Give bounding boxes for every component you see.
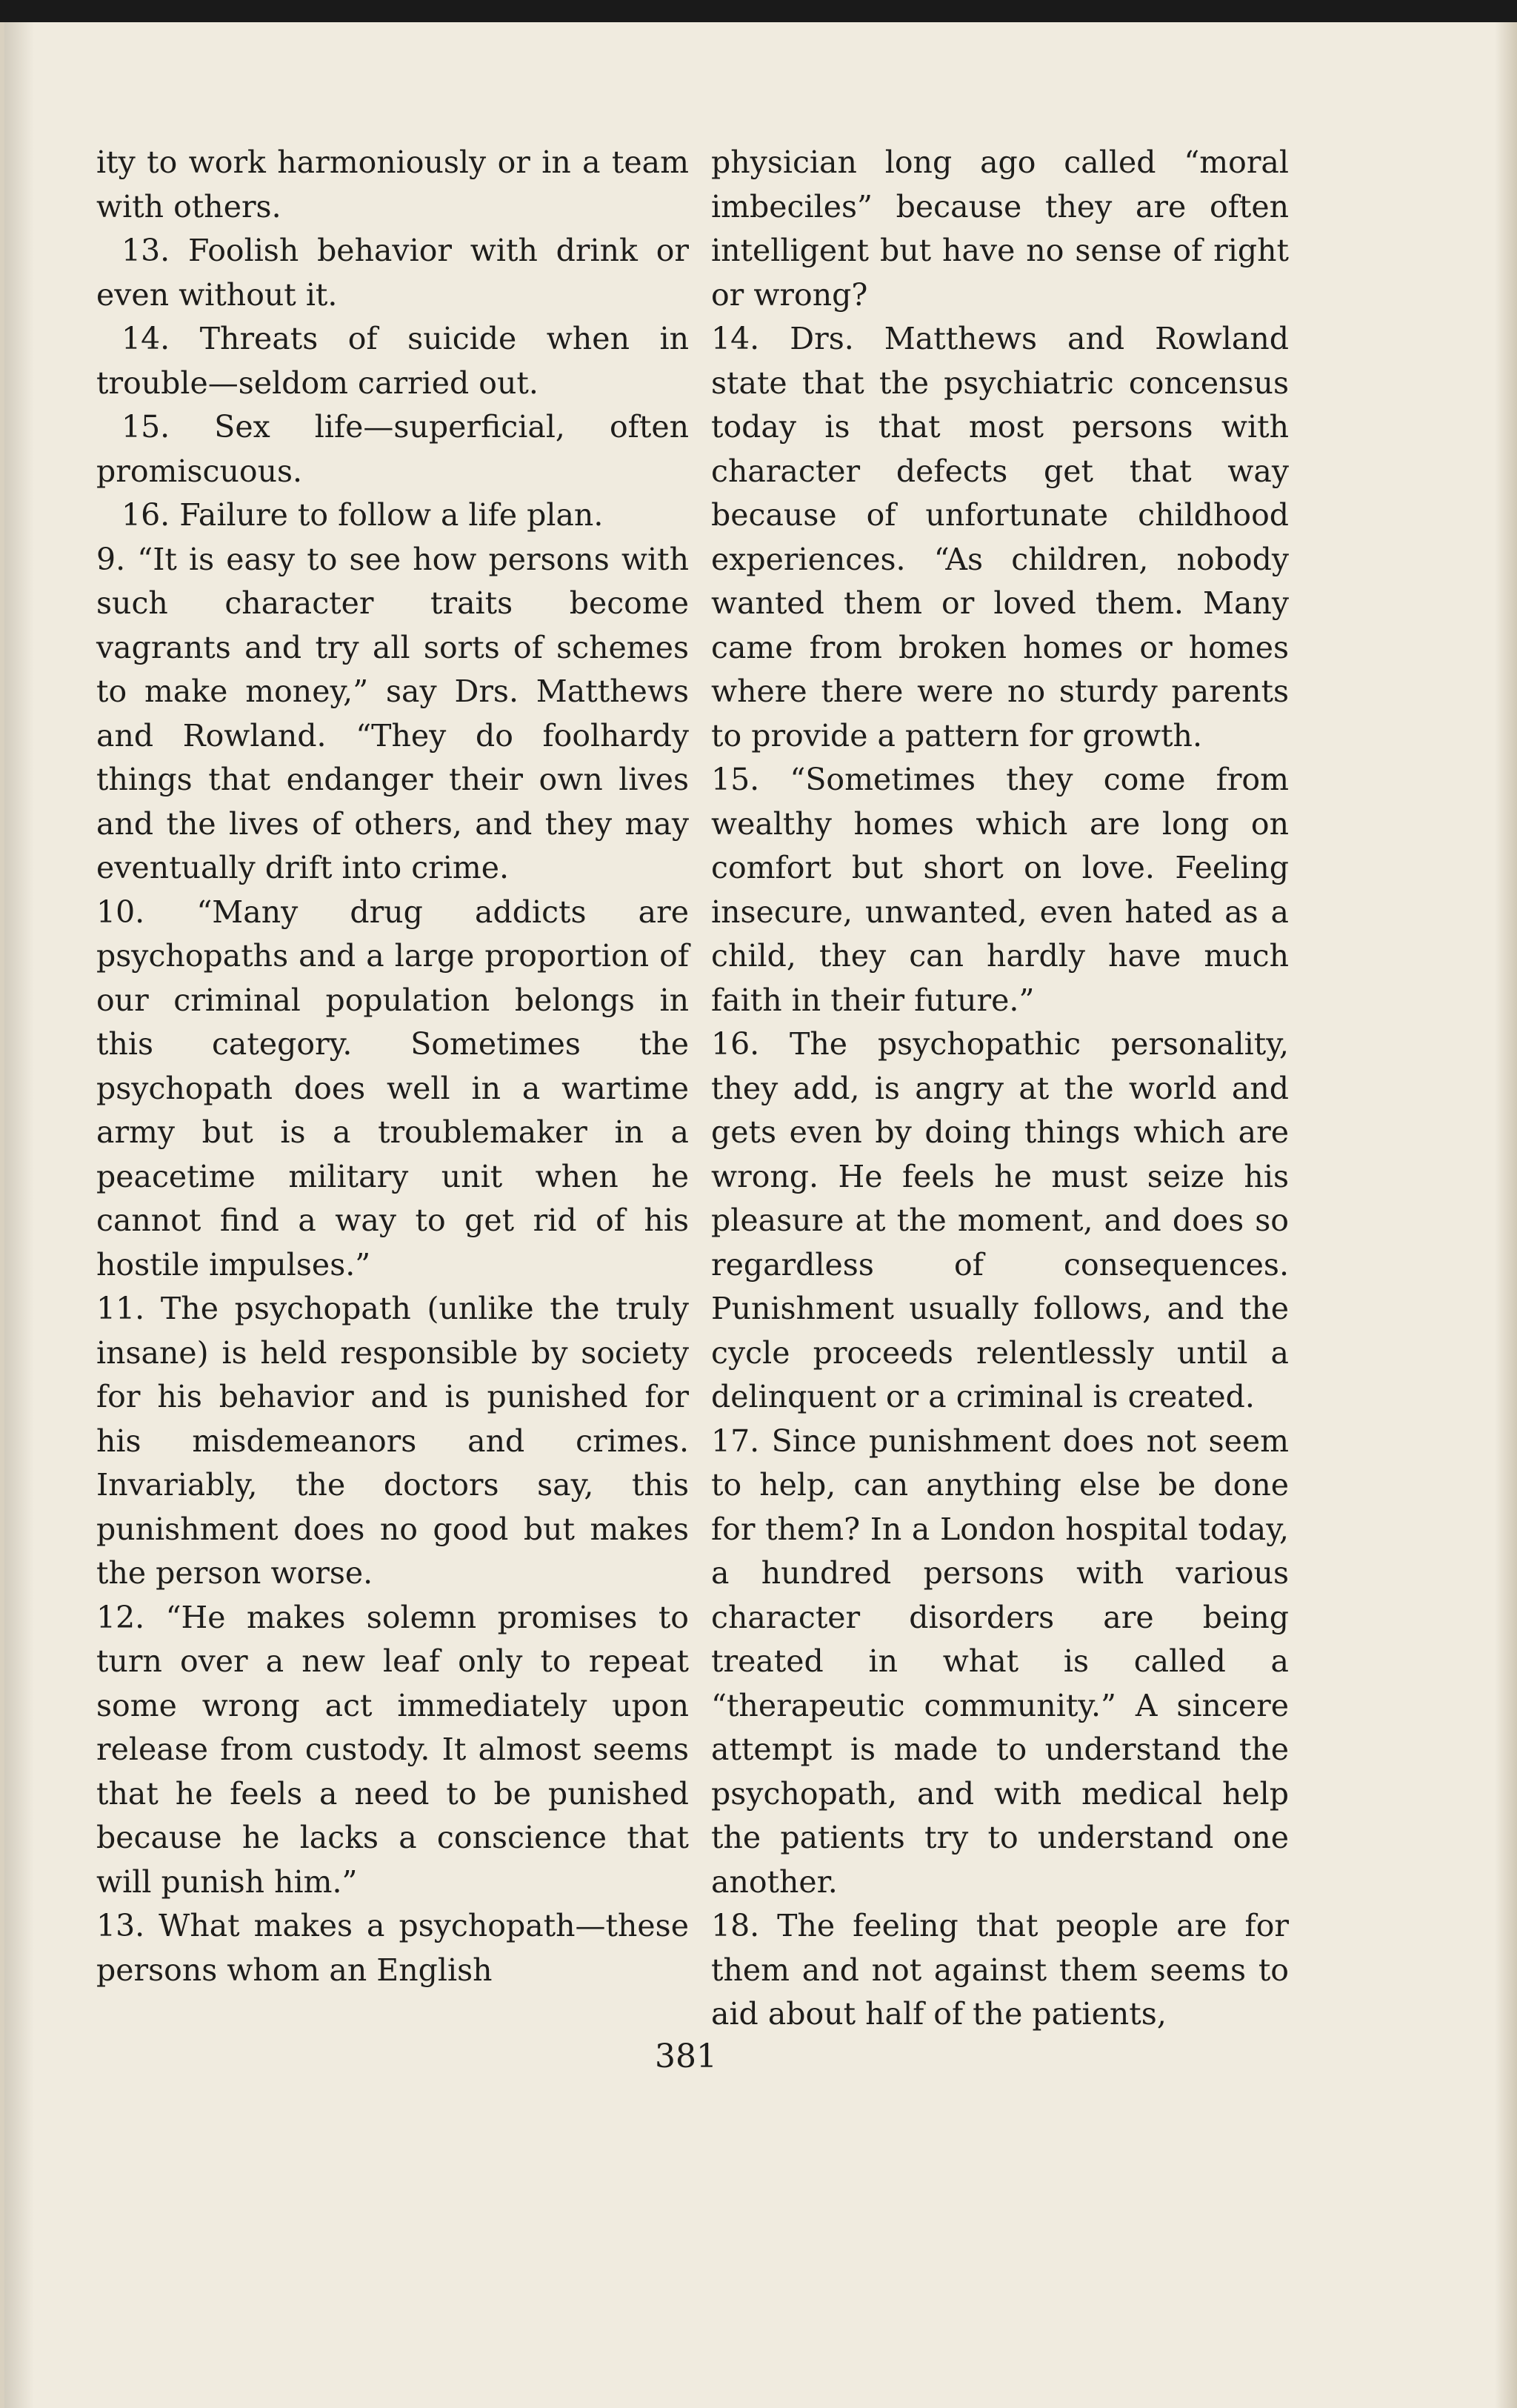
paragraph-18: 18. The feeling that people are for them and not against them seems to aid about half of the patients, [711, 1908, 1289, 2032]
paragraph-10: 10. “Many drug addicts are psychopaths and a large proportion of our criminal population belongs in this category. Sometimes the psychopath does well in a wartime army but is a troublemaker in a peacetime military unit when he cannot find a way to get rid of his hostile impulses.” [96, 894, 689, 1283]
left-column [96, 141, 689, 1992]
paragraph-13: 13. What makes a psychopath—these persons whom an English [96, 1908, 689, 1988]
book-page [0, 22, 1517, 2408]
paragraph-15: 15. “Sometimes they come from wealthy homes which are long on comfort but short on love. Feeling insecure, unwanted, even hated as a child, they can hardly have much faith in their future.” [711, 762, 1289, 1018]
paragraph-12: 12. “He makes solemn promises to turn over a new leaf only to repeat some wrong act immediately upon release from custody. It almost seems that he feels a need to be punished because he lacks a conscience that will punish him.” [96, 1599, 689, 1900]
paragraph-17: 17. Since punishment does not seem to help, can anything else be done for them? In a London hospital today, a hundred persons with various character disorders are being treated in what is called a “therapeutic community.” A sincere attempt is made to understand the psychopath, and with medical help the patients try to understand one another. [711, 1423, 1289, 1900]
list-item-14: 14. Threats of suicide when in trouble—seldom carried out. [96, 321, 689, 401]
list-item-16: 16. Failure to follow a life plan. [121, 497, 604, 533]
page-edge [1495, 22, 1517, 2408]
paragraph-9: 9. “It is easy to see how persons with such character traits become vagrants and try all sorts of schemes to make money,” say Drs. Matthews and Rowland. “They do foolhardy things that endanger their own lives and the lives of others, and they may eventually drift into crime. [96, 541, 689, 885]
list-item-13: 13. Foolish behavior with drink or even without it. [96, 233, 689, 313]
paragraph-16: 16. The psychopathic personality, they add, is angry at the world and gets even by doing things which are wrong. He feels he must seize his pleasure at the moment, and does so regardless of consequences. Punishment usually follows, and the cycle proceeds relentlessly until a delinquent or a criminal is created. [711, 1026, 1289, 1414]
right-column [711, 141, 1289, 2037]
paragraph-13-continued: physician long ago called “moral imbeciles” because they are often intelligent but have no sense of right or wrong? [711, 144, 1289, 313]
list-item-15: 15. Sex life—superficial, often promiscuous. [96, 409, 689, 489]
paragraph-11: 11. The psychopath (unlike the truly insane) is held responsible by society for his behavior and is punished for his misdemeanors and crimes. Invariably, the doctors say, this punishment does no good but makes the person worse. [96, 1291, 689, 1591]
paragraph-14: 14. Drs. Matthews and Rowland state that the psychiatric concensus today is that most persons with character defects get that way because of unfortunate childhood experiences. “As children, nobody wanted them or loved them. Many came from broken homes or homes where there were no sturdy parents to provide a pattern for growth. [711, 321, 1289, 754]
page-number: 381 [655, 2038, 717, 2075]
paragraph: ity to work harmoniously or in a team with others. [96, 144, 689, 224]
